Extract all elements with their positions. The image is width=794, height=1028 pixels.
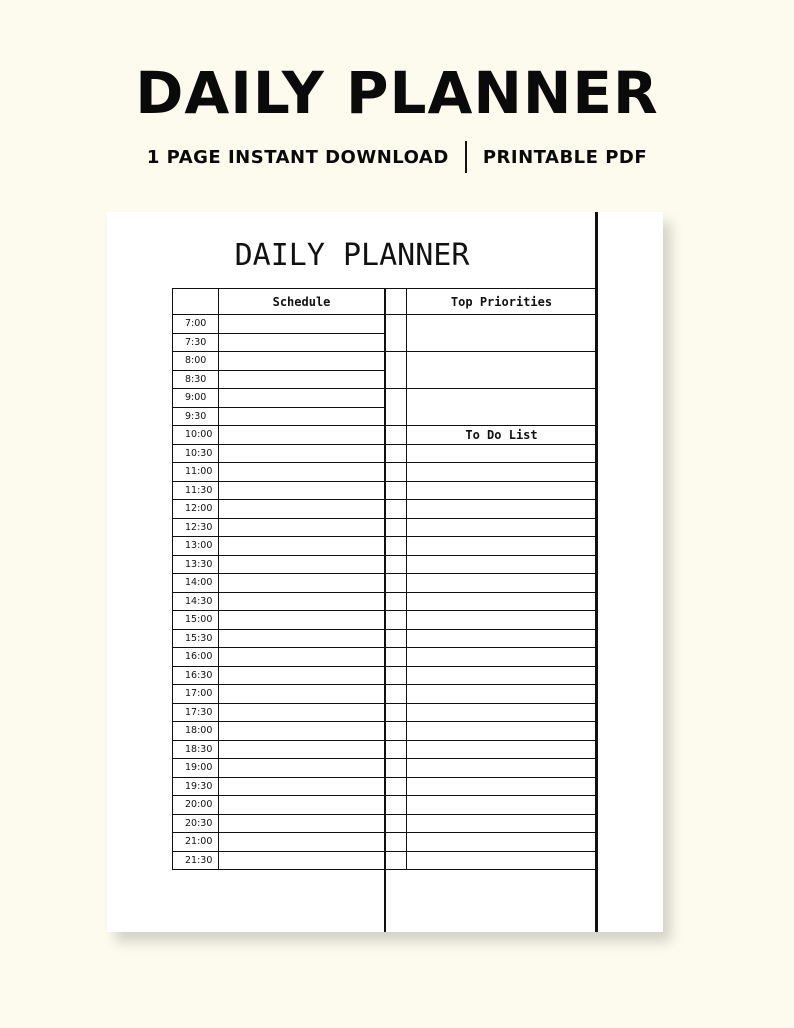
- schedule-row: [173, 426, 597, 445]
- schedule-row: [173, 500, 597, 519]
- todo-checkbox[interactable]: [385, 481, 407, 500]
- todo-entry-cell[interactable]: [407, 444, 597, 463]
- todo-entry-cell[interactable]: [407, 666, 597, 685]
- todo-entry-cell[interactable]: [407, 759, 597, 778]
- time-label: 15:30: [173, 629, 219, 648]
- todo-checkbox[interactable]: [385, 740, 407, 759]
- schedule-row: [173, 537, 597, 556]
- todo-checkbox[interactable]: [385, 722, 407, 741]
- schedule-row: [173, 481, 597, 500]
- todo-checkbox[interactable]: [385, 444, 407, 463]
- schedule-entry-cell[interactable]: [219, 703, 385, 722]
- schedule-entry-cell[interactable]: [219, 648, 385, 667]
- priority-entry-cell[interactable]: [407, 315, 597, 352]
- time-label: 12:30: [173, 518, 219, 537]
- time-label: 9:00: [173, 389, 219, 408]
- todo-checkbox[interactable]: [385, 574, 407, 593]
- schedule-entry-cell[interactable]: [219, 796, 385, 815]
- todo-entry-cell[interactable]: [407, 851, 597, 870]
- schedule-row: [173, 463, 597, 482]
- schedule-entry-cell[interactable]: [219, 777, 385, 796]
- schedule-row: [173, 703, 597, 722]
- schedule-entry-cell[interactable]: [219, 611, 385, 630]
- schedule-row: [173, 740, 597, 759]
- priority-checkbox[interactable]: [385, 315, 407, 352]
- schedule-entry-cell[interactable]: [219, 814, 385, 833]
- todo-checkbox[interactable]: [385, 500, 407, 519]
- todo-checkbox[interactable]: [385, 555, 407, 574]
- schedule-entry-cell[interactable]: [219, 759, 385, 778]
- todo-checkbox[interactable]: [385, 629, 407, 648]
- todo-entry-cell[interactable]: [407, 722, 597, 741]
- todo-entry-cell[interactable]: [407, 518, 597, 537]
- todo-checkbox[interactable]: [385, 518, 407, 537]
- todo-checkbox[interactable]: [385, 592, 407, 611]
- time-label: 16:30: [173, 666, 219, 685]
- schedule-entry-cell[interactable]: [219, 666, 385, 685]
- schedule-row: [173, 851, 597, 870]
- schedule-entry-cell[interactable]: [219, 740, 385, 759]
- schedule-entry-cell[interactable]: [219, 537, 385, 556]
- planner-sheet: [107, 212, 663, 932]
- time-label: 13:30: [173, 555, 219, 574]
- time-label: 15:00: [173, 611, 219, 630]
- priority-checkbox[interactable]: [385, 389, 407, 426]
- schedule-row: [173, 611, 597, 630]
- schedule-entry-cell[interactable]: [219, 370, 385, 389]
- todo-checkbox[interactable]: [385, 851, 407, 870]
- schedule-row: [173, 592, 597, 611]
- schedule-row: [173, 574, 597, 593]
- schedule-row: [173, 777, 597, 796]
- time-label: 17:30: [173, 703, 219, 722]
- time-label: 18:00: [173, 722, 219, 741]
- schedule-row: [173, 666, 597, 685]
- todo-entry-cell[interactable]: [407, 833, 597, 852]
- time-label: 14:00: [173, 574, 219, 593]
- todo-checkbox[interactable]: [385, 703, 407, 722]
- todo-entry-cell[interactable]: [407, 592, 597, 611]
- page-title: DAILY PLANNER: [135, 59, 659, 127]
- time-label: 7:00: [173, 315, 219, 334]
- todo-checkbox[interactable]: [385, 463, 407, 482]
- todo-checkbox[interactable]: [385, 666, 407, 685]
- time-label: 19:00: [173, 759, 219, 778]
- todo-checkbox[interactable]: [385, 685, 407, 704]
- schedule-row: [173, 629, 597, 648]
- schedule-entry-cell[interactable]: [219, 333, 385, 352]
- tagline: [0, 141, 794, 173]
- schedule-entry-cell[interactable]: [219, 722, 385, 741]
- time-label: 14:30: [173, 592, 219, 611]
- time-label: 10:00: [173, 426, 219, 445]
- schedule-entry-cell[interactable]: [219, 518, 385, 537]
- priority-checkbox[interactable]: [385, 352, 407, 389]
- schedule-row: [173, 833, 597, 852]
- schedule-row: [173, 814, 597, 833]
- schedule-row: [173, 648, 597, 667]
- time-label: 10:30: [173, 444, 219, 463]
- todo-entry-cell[interactable]: [407, 648, 597, 667]
- schedule-entry-cell[interactable]: [219, 481, 385, 500]
- schedule-entry-cell[interactable]: [219, 833, 385, 852]
- todo-entry-cell[interactable]: [407, 796, 597, 815]
- priority-entry-cell[interactable]: [407, 352, 597, 389]
- tagline-divider: [465, 141, 467, 173]
- priorities-header: Top Priorities: [407, 289, 597, 315]
- todo-entry-cell[interactable]: [407, 611, 597, 630]
- schedule-entry-cell[interactable]: [219, 629, 385, 648]
- schedule-entry-cell[interactable]: [219, 463, 385, 482]
- schedule-entry-cell[interactable]: [219, 574, 385, 593]
- time-label: 21:30: [173, 851, 219, 870]
- schedule-entry-cell[interactable]: [219, 592, 385, 611]
- todo-checkbox[interactable]: [385, 796, 407, 815]
- time-header-cell: [173, 289, 219, 315]
- todo-entry-cell[interactable]: [407, 500, 597, 519]
- todo-checkbox[interactable]: [385, 537, 407, 556]
- time-label: 21:00: [173, 833, 219, 852]
- todo-entry-cell[interactable]: [407, 740, 597, 759]
- todo-entry-cell[interactable]: [407, 555, 597, 574]
- todo-checkbox[interactable]: [385, 833, 407, 852]
- schedule-entry-cell[interactable]: [219, 389, 385, 408]
- time-label: 18:30: [173, 740, 219, 759]
- schedule-entry-cell[interactable]: [219, 352, 385, 371]
- time-label: 7:30: [173, 333, 219, 352]
- todo-entry-cell[interactable]: [407, 574, 597, 593]
- time-label: 16:00: [173, 648, 219, 667]
- schedule-row: [173, 722, 597, 741]
- schedule-row: [173, 796, 597, 815]
- todo-entry-cell[interactable]: [407, 777, 597, 796]
- schedule-entry-cell[interactable]: [219, 685, 385, 704]
- time-label: 19:30: [173, 777, 219, 796]
- schedule-row: [173, 444, 597, 463]
- todo-checkbox[interactable]: [385, 648, 407, 667]
- header-row: [173, 289, 597, 315]
- time-label: 11:00: [173, 463, 219, 482]
- todo-entry-cell[interactable]: [407, 703, 597, 722]
- schedule-entry-cell[interactable]: [219, 444, 385, 463]
- time-label: 17:00: [173, 685, 219, 704]
- time-label: 8:30: [173, 370, 219, 389]
- time-label: 20:00: [173, 796, 219, 815]
- time-label: 20:30: [173, 814, 219, 833]
- schedule-entry-cell[interactable]: [219, 851, 385, 870]
- todo-header: To Do List: [407, 426, 597, 445]
- tagline-format: PRINTABLE PDF: [482, 146, 648, 168]
- todo-checkbox[interactable]: [385, 611, 407, 630]
- schedule-entry-cell[interactable]: [219, 315, 385, 334]
- todo-checkbox[interactable]: [385, 777, 407, 796]
- todo-entry-cell[interactable]: [407, 629, 597, 648]
- time-label: 13:00: [173, 537, 219, 556]
- time-label: 8:00: [173, 352, 219, 371]
- spacer-header-cell: [385, 289, 407, 315]
- time-label: 12:00: [173, 500, 219, 519]
- schedule-entry-cell[interactable]: [219, 500, 385, 519]
- schedule-row: [173, 518, 597, 537]
- schedule-row: [173, 315, 597, 334]
- time-label: 11:30: [173, 481, 219, 500]
- todo-entry-cell[interactable]: [407, 481, 597, 500]
- sheet-title: DAILY PLANNER: [234, 238, 470, 273]
- time-label: 9:30: [173, 407, 219, 426]
- priority-entry-cell[interactable]: [407, 389, 597, 426]
- schedule-row: [173, 555, 597, 574]
- todo-header-spacer: [385, 426, 407, 445]
- todo-entry-cell[interactable]: [407, 685, 597, 704]
- schedule-row: [173, 389, 597, 408]
- schedule-entry-cell[interactable]: [219, 555, 385, 574]
- schedule-row: [173, 352, 597, 371]
- schedule-entry-cell[interactable]: [219, 426, 385, 445]
- todo-entry-cell[interactable]: [407, 537, 597, 556]
- todo-checkbox[interactable]: [385, 814, 407, 833]
- schedule-row: [173, 759, 597, 778]
- planner-grid: [172, 288, 597, 870]
- schedule-header: Schedule: [219, 289, 385, 315]
- schedule-row: [173, 685, 597, 704]
- todo-entry-cell[interactable]: [407, 463, 597, 482]
- schedule-entry-cell[interactable]: [219, 407, 385, 426]
- todo-checkbox[interactable]: [385, 759, 407, 778]
- tagline-download: 1 PAGE INSTANT DOWNLOAD: [146, 146, 449, 168]
- todo-entry-cell[interactable]: [407, 814, 597, 833]
